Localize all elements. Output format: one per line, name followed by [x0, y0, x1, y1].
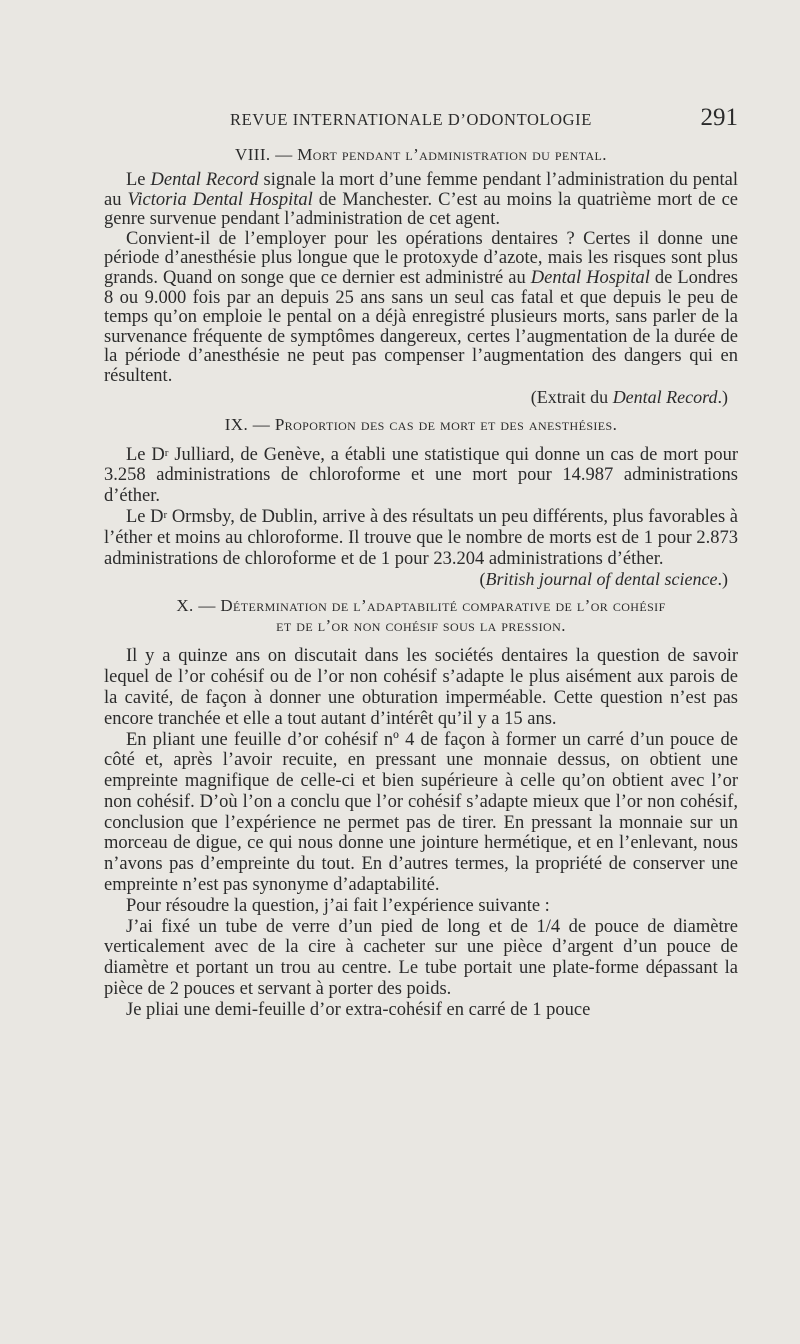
- paragraph: [104, 171, 738, 230]
- section-numeral: X.: [176, 596, 194, 616]
- section-viii: [104, 144, 738, 408]
- paragraph: J’ai fixé un tube de verre d’un pied de long et de 1/4 de pouce de diamètre verticalement avec de la cire à cacheter sur une pièce d’argent d’un pouce de diamètre et portant un trou au centre. Le tube portait une plate-forme dépassant la pièce de 2 pouces et servant à porter des poids.: [104, 916, 738, 1000]
- section-x: [104, 596, 738, 1020]
- text-run: Le D: [126, 506, 164, 527]
- section-heading: [104, 144, 738, 165]
- running-head: REVUE INTERNATIONALE D’ODONTOLOGIE: [230, 110, 592, 129]
- text-run: Julliard, de Genève, a établi une statistique qui donne un cas de mort pour 3.258 administrations de chloroforme et une mort pour 14.987 administrations d’éther.: [104, 444, 738, 507]
- paragraph: [104, 230, 738, 387]
- page-header: [104, 106, 738, 136]
- text-run: Ormsby, de Dublin, arrive à des résultats un peu différents, plus favorables à l’éther et moins au chloroforme. Il trouve que le nombre de morts est de 1 pour 2.873 administrations de chloroforme et de 1 pour 23.204 administrations d’éther.: [104, 506, 739, 569]
- section-numeral: IX.: [224, 414, 249, 434]
- page-number: 291: [700, 104, 738, 131]
- citation-title: Dental Record: [612, 386, 718, 407]
- text-run: Convient-il de l’employer pour les opérations dentaires ? Certes il donne une période d’anesthésie plus longue que le protoxyde d’azote, mais les risques sont plus grands. Quand on songe que ce dernier est administré au: [104, 228, 738, 288]
- source-citation: [104, 387, 738, 408]
- section-numeral: VIII.: [235, 145, 271, 164]
- superscript: r: [163, 508, 168, 521]
- section-heading: [104, 596, 738, 636]
- citation-text: .): [717, 569, 728, 590]
- citation-text: (Extrait du: [530, 386, 613, 407]
- section-ix: [104, 414, 738, 591]
- paragraph: Pour résoudre la question, j’ai fait l’expérience suivante :: [126, 895, 550, 916]
- italic-title: Victoria Dental Hospital: [127, 189, 313, 210]
- superscript: r: [164, 446, 169, 459]
- text-run: de Londres 8 ou 9.000 fois par an depuis 25 ans sans un seul cas fatal et que depuis le peu de temps qu’on emploie le pental on a déjà enregistré plusieurs morts, sans parler de la survenance fréquente de symptômes dangereux, certes l’augmentation de la durée de la période d’anesthésie ne peut pas compenser l’augmentation des dangers qui en résultent.: [104, 267, 738, 386]
- source-citation: [104, 569, 738, 590]
- section-title-line-2: et de l’or non cohésif sous la pression.: [276, 616, 566, 636]
- paragraph: [104, 445, 738, 507]
- section-heading: [104, 414, 738, 435]
- italic-title: Dental Hospital: [530, 267, 650, 288]
- paragraph: Il y a quinze ans on discutait dans les sociétés dentaires la question de savoir lequel de l’or cohésif ou de l’or non cohésif s’adapte le plus aisément aux parois de la cavité, de façon à donner une obturation imperméable. Cette question n’est pas encore tranchée et elle a tout autant d’intérêt qu’il y a 15 ans.: [104, 646, 738, 729]
- section-title: — Proportion des cas de mort et des anesthésies.: [252, 414, 618, 434]
- citation-title: British journal of dental science: [485, 569, 718, 590]
- text-run: signale la mort d’une femme pendant l’administration du pental au: [104, 170, 739, 210]
- text-run: Le D: [126, 444, 165, 465]
- section-title: — Mort pendant l’administration du pental.: [275, 145, 607, 164]
- text-run: Le: [126, 170, 151, 190]
- paragraph: [104, 507, 738, 569]
- paragraph: En pliant une feuille d’or cohésif nº 4 de façon à former un carré d’un pouce de côté et, après l’avoir recuite, en pressant une monnaie dessus, on obtient une empreinte magnifique de celle-ci et bien supérieure à celle qu’on obtient avec l’or non cohésif. D’où l’on a conclu que l’or cohésif s’adapte mieux que l’or non cohésif, conclusion que l’expérience ne permet pas de tirer. En pressant la monnaie sur un morceau de digue, ce qui nous donne une jointure hermétique, et en l’enlevant, nous n’avons pas d’empreinte du tout. En d’autres termes, la propriété de conserver une empreinte n’est pas synonyme d’adaptabilité.: [104, 729, 738, 896]
- section-title-line-1: — Détermination de l’adaptabilité comparative de l’or cohésif: [198, 596, 666, 616]
- paragraph: Je pliai une demi-feuille d’or extra-cohésif en carré de 1 pouce: [126, 999, 591, 1020]
- text-run: de Manchester. C’est au moins la quatrième mort de ce genre survenue pendant l’administration de cet agent.: [104, 189, 739, 230]
- citation-text: .): [717, 386, 728, 407]
- citation-text: (: [479, 569, 486, 590]
- page-body: [104, 140, 738, 1021]
- italic-title: Dental Record: [150, 170, 259, 190]
